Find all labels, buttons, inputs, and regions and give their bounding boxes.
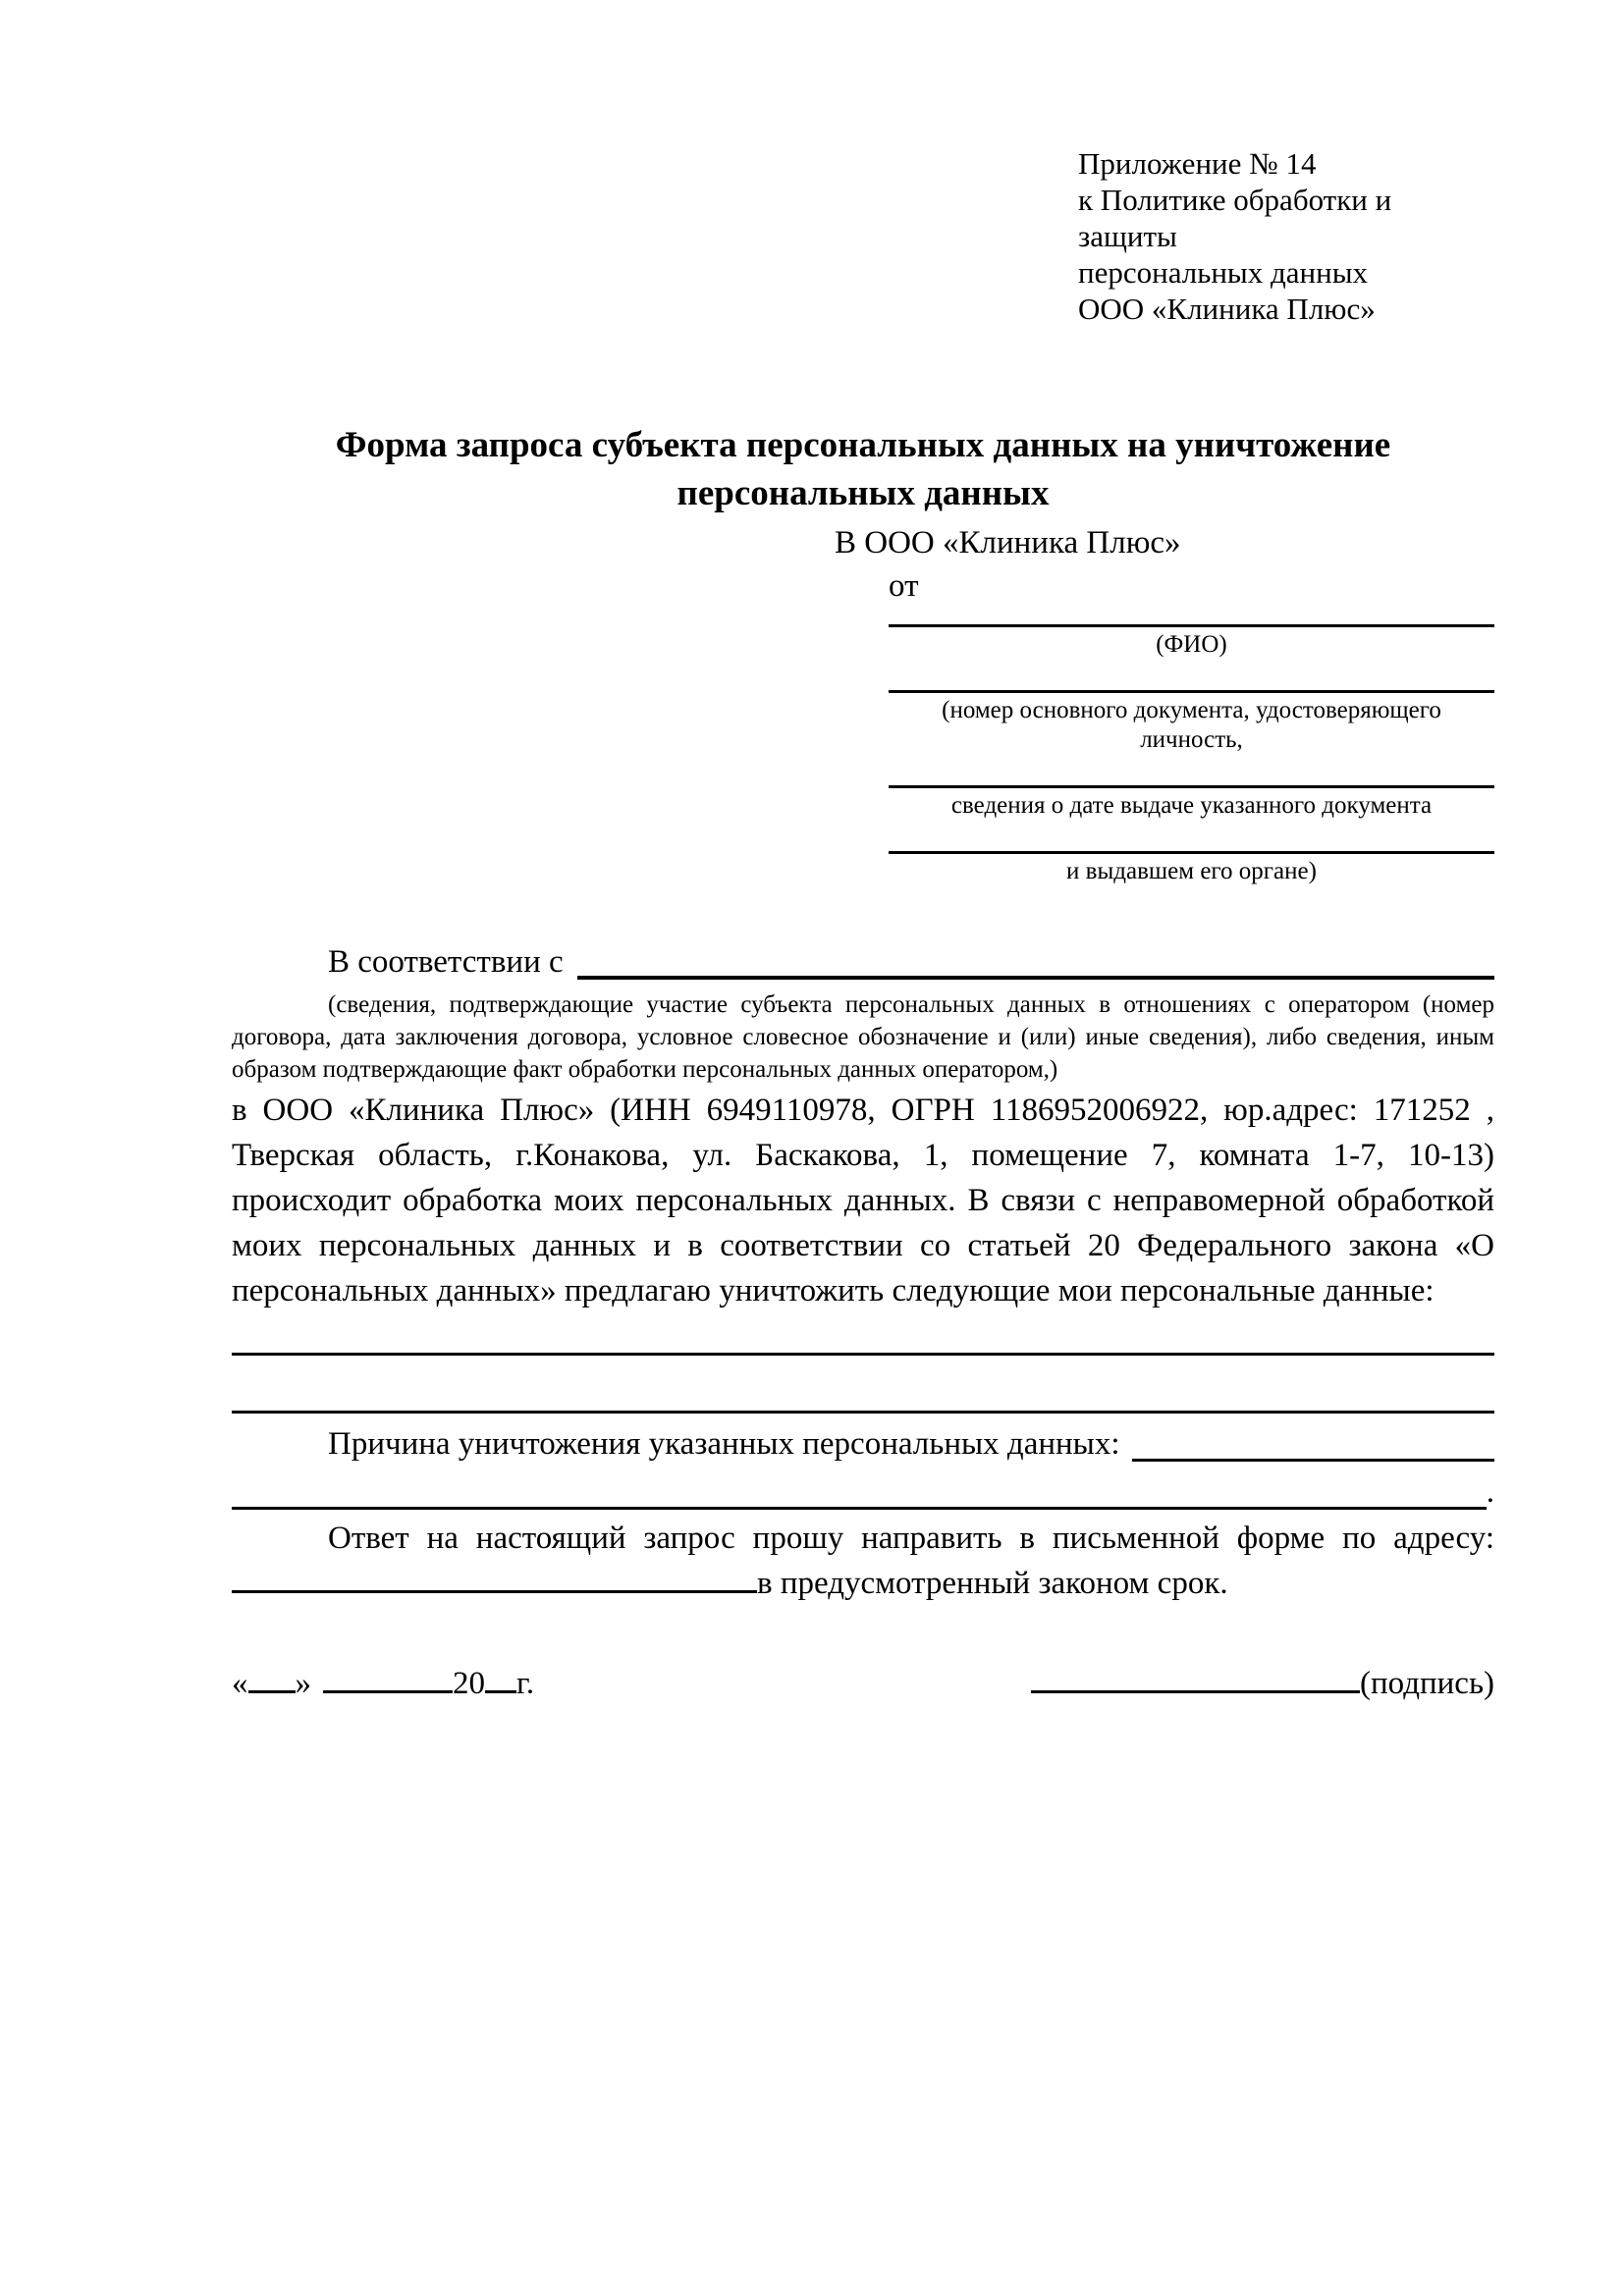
appendix-line: Приложение № 14 [1078, 146, 1317, 181]
document-title: Форма запроса субъекта персональных данных на уничтожение персональных данных [335, 425, 1391, 513]
address-blank-line [232, 1561, 757, 1593]
document-number-caption: (номер основного документа, удостоверяющего личность, [942, 697, 1441, 753]
accordance-row [232, 939, 1494, 985]
body-paragraph: в ООО «Клиника Плюс» (ИНН 6949110978, ОГРН 1186952006922, юр.адрес: 171252 , Тверская область, г.Конакова, ул. Баскакова, 1, помещение 7, комната 1-7, 10-13) происходит обработка моих персональных данных. В связи с неправомерной обработкой моих персональных данных и в соответствии со статьей 20 Федерального закона «О персональных данных» предлагаю уничтожить следующие мои персональные данные: [232, 1093, 1494, 1308]
issue-date-blank-line [889, 769, 1494, 788]
from-label: от [889, 568, 919, 604]
signature-caption: (подпись) [1360, 1666, 1494, 1701]
reason-continuation-row [232, 1467, 1494, 1510]
date-month-blank [323, 1663, 453, 1693]
reason-label: Причина уничтожения указанных персональных данных: [328, 1426, 1120, 1462]
document-number-blank-line [889, 673, 1494, 693]
reason-blank-line-2 [232, 1467, 1487, 1510]
date-century: 20 [453, 1666, 485, 1701]
issuing-authority-caption: и выдавшем его органе) [1066, 858, 1317, 884]
appendix-line: к Политике обработки и защиты [1078, 183, 1392, 253]
answer-address-row [232, 1561, 1494, 1606]
issue-date-caption: сведения о дате выдаче указанного документа [950, 792, 1433, 819]
document-number-field [889, 673, 1494, 755]
personal-data-blank-line-1 [232, 1313, 1494, 1356]
appendix-line: персональных данных [1078, 255, 1369, 290]
date-line [232, 1661, 534, 1706]
date-quote-open: « [232, 1666, 248, 1701]
document-content [232, 145, 1494, 1706]
reason-blank-line [1132, 1421, 1494, 1462]
reason-row [232, 1421, 1494, 1467]
recipient-block [835, 521, 1494, 886]
date-signature-row [232, 1661, 1494, 1706]
accordance-lead: В соответствии с [328, 944, 564, 980]
signature-blank-line [1031, 1663, 1360, 1693]
date-year-blank [485, 1663, 516, 1693]
date-day-blank [248, 1663, 296, 1693]
issuing-authority-blank-line [889, 834, 1494, 854]
fio-field [889, 608, 1494, 660]
signature-area [1031, 1661, 1494, 1706]
issue-date-field [889, 769, 1494, 821]
date-year-suffix: г. [516, 1666, 535, 1701]
issuing-authority-field [889, 834, 1494, 886]
fio-blank-line [889, 608, 1494, 627]
date-quote-close: » [295, 1666, 311, 1701]
reason-period: . [1486, 1474, 1494, 1510]
personal-data-blank-line-2 [232, 1356, 1494, 1414]
recipient-organization: В ООО «Клиника Плюс» [835, 525, 1181, 561]
accordance-note: (сведения, подтверждающие участие субъекта персональных данных в отношениях с оператором (номер договора, дата заключения договора, условное словесное обозначение и (или) иные сведения), либо сведения, иным образом подтверждающие факт обработки персональных данных оператором,) [232, 991, 1494, 1083]
accordance-blank-line [577, 939, 1494, 980]
appendix-line: ООО «Клиника Плюс» [1078, 292, 1376, 326]
fio-caption: (ФИО) [1156, 631, 1227, 658]
appendix-block [1078, 145, 1494, 327]
answer-line: Ответ на настоящий запрос прошу направить в письменной форме по адресу: [328, 1521, 1494, 1556]
answer-tail: в предусмотренный законом срок. [757, 1566, 1228, 1601]
